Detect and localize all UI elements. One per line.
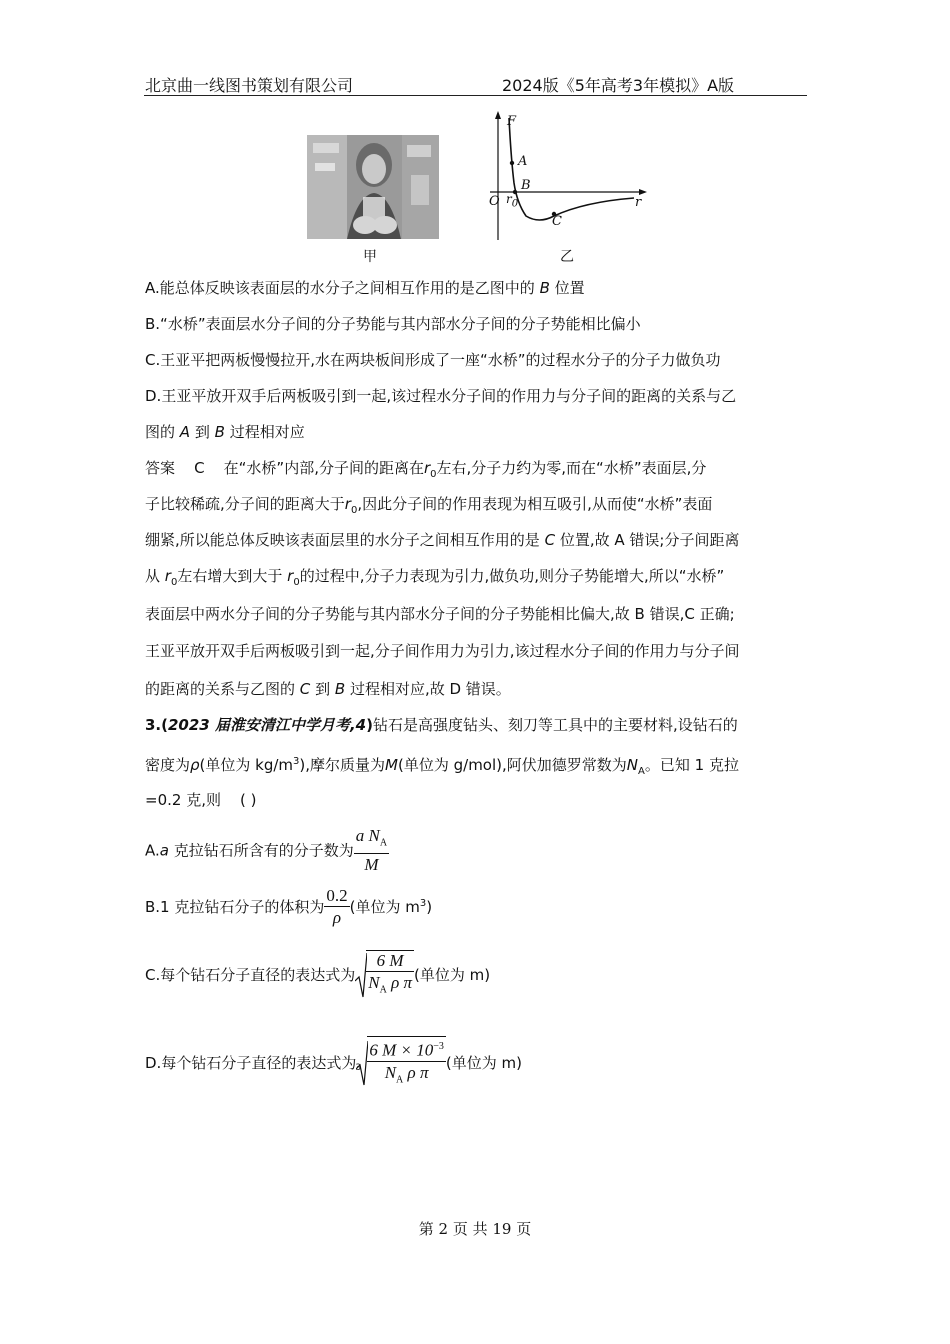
option-b: B.“水桥”表面层水分子间的分子势能与其内部水分子间的分子势能相比偏小 (145, 315, 641, 333)
graph-origin: O (489, 194, 500, 209)
caption-left: 甲 (363, 249, 377, 265)
graph-r0: $r_0$ (506, 192, 519, 210)
answer-blank: ( ) (240, 791, 257, 809)
option-d-line1: D.王亚平放开双手后两板吸引到一起,该过程水分子间的作用力与分子间的距离的关系与乙 (145, 387, 737, 405)
answer-line3: 绷紧,所以能总体反映该表面层里的水分子之间相互作用的是 C 位置,故 A 错误;分子间距离 (145, 531, 740, 549)
answer-line2: 子比较稀疏,分子间的距离大于$r_0$,因此分子间的作用表现为相互吸引,从而使“水桥”表面 (145, 495, 713, 516)
cube-root-expression-d: 3 $\frac{6 M \times 10^{-3}}{N_A \rho \pi}$ (356, 1036, 446, 1091)
fraction-a: $\frac{a N_A}{M}$ (355, 826, 388, 875)
q3-option-a: A.a 克拉钻石所含有的分子数为 $\frac{a N_A}{M}$ (145, 826, 388, 875)
graph-point-a: A (518, 154, 528, 169)
sqrt-expression-c: $\frac{6 M}{N_A \rho \pi}$ (355, 950, 414, 1001)
option-c: C.王亚平把两板慢慢拉开,水在两块板间形成了一座“水桥”的过程水分子的分子力做负功 (145, 351, 721, 369)
answer-line6: 王亚平放开双手后两板吸引到一起,分子间作用力为引力,该过程水分子间的作用力与分子间 (145, 642, 740, 660)
question-3-stem-line1: 3.(2023 届淮安清江中学月考,4)钻石是高强度钻头、刻刀等工具中的主要材料,设钻石的 (145, 716, 738, 734)
answer-line1: 答案 C 在“水桥”内部,分子间的距离在$r_0$左右,分子力约为零,而在“水桥”表面层,分 (145, 459, 707, 480)
page-footer: 第 2 页 共 19 页 (418, 1220, 532, 1238)
fraction-b: $\frac{0.2}{\rho}$ (326, 886, 348, 927)
question-3-stem-line2: 密度为ρ(单位为 $kg/m^3$),摩尔质量为M(单位为 g/mol),阿伏加德罗常数为$N_A$。已知 1 克拉 (145, 756, 739, 777)
q3-option-c: C.每个钻石分子直径的表达式为 $\frac{6 M}{N_A \rho \pi}$ (单位为 m) (145, 950, 490, 1001)
answer-line4: 从 $r_0$左右增大到大于 $r_0$的过程中,分子力表现为引力,做负功,则分子势能增大,所以“水桥” (145, 567, 725, 588)
graph-point-b: B (521, 178, 531, 193)
graph-x-label: r (635, 195, 642, 210)
q3-option-d: D.每个钻石分子直径的表达式为 3 $\frac{6 M \times 10^{-3}}{N_A \rho \pi}$ (单位为 m) (145, 1036, 522, 1091)
figure-photo (307, 135, 439, 239)
header-divider (144, 95, 807, 96)
graph-y-label: F (507, 114, 517, 129)
q3-option-b: B.1 克拉钻石分子的体积为 $\frac{0.2}{\rho}$ (单位为 $m^3$) (145, 886, 433, 927)
answer-line7: 的距离的关系与乙图的 C 到 B 过程相对应,故 D 错误。 (145, 680, 511, 698)
header-right: 2024版《5年高考3年模拟》A版 (502, 76, 735, 95)
graph-point-c: C (552, 214, 562, 229)
force-distance-graph (484, 108, 654, 243)
header-left: 北京曲一线图书策划有限公司 (145, 76, 354, 95)
caption-right: 乙 (560, 249, 574, 265)
question-3-stem-line3: =0.2 克,则 ( ) (145, 791, 257, 809)
option-a: A.能总体反映该表面层的水分子之间相互作用的是乙图中的 B 位置 (145, 279, 585, 297)
option-d-line2: 图的 A 到 B 过程相对应 (145, 423, 305, 441)
answer-line5: 表面层中两水分子间的分子势能与其内部水分子间的分子势能相比偏大,故 B 错误,C 正确; (145, 605, 735, 623)
